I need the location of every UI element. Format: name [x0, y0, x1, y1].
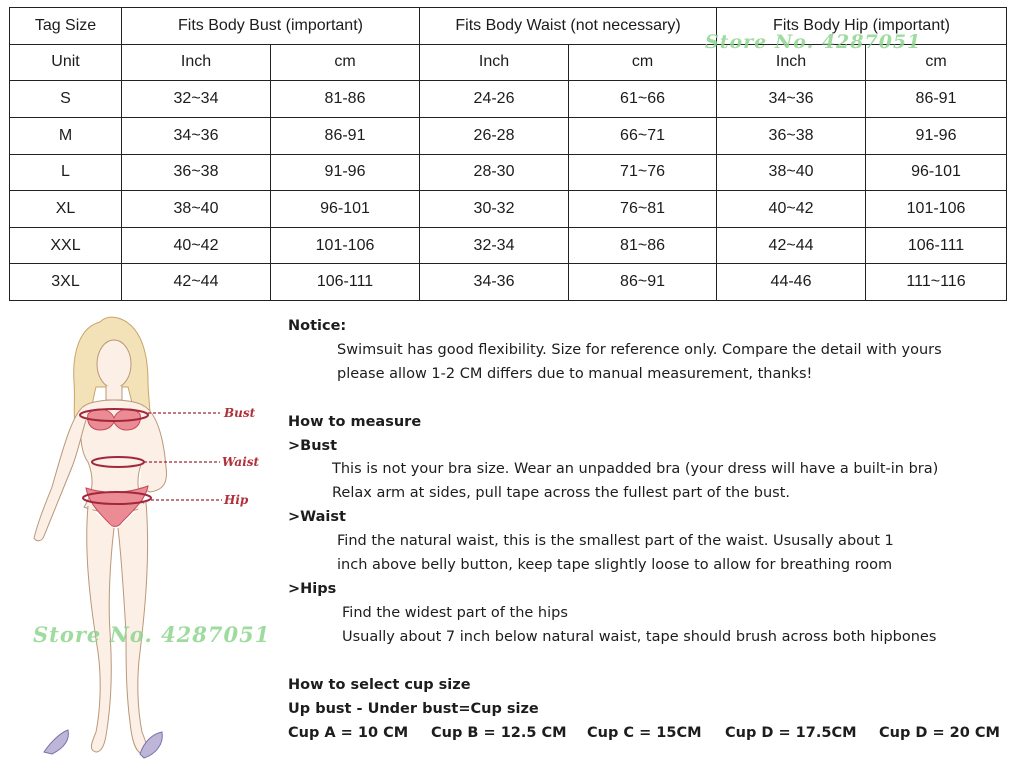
table-cell: 3XL [10, 264, 122, 301]
cup-size-c: Cup C = 15CM [587, 725, 702, 741]
table-cell: 81~86 [569, 227, 717, 264]
left-arm [34, 406, 86, 541]
hips-instruction: Find the widest part of the hips [342, 605, 568, 621]
table-cell: 86~91 [569, 264, 717, 301]
table-cell: 32~34 [122, 81, 271, 118]
table-cell: 38~40 [717, 154, 866, 191]
table-cell: 26-28 [420, 117, 569, 154]
table-cell: 36~38 [717, 117, 866, 154]
table-unit-row [10, 44, 1007, 81]
table-cell: 71~76 [569, 154, 717, 191]
table-row [10, 154, 1007, 191]
measure-title: How to measure [288, 414, 422, 430]
cup-formula: Up bust - Under bust=Cup size [288, 701, 539, 717]
table-cell: L [10, 154, 122, 191]
waist-instruction: Find the natural waist, this is the smallest part of the waist. Ususally about 1 [337, 533, 894, 549]
table-cell: 34~36 [717, 81, 866, 118]
waist-label: Waist [222, 455, 260, 469]
table-cell: S [10, 81, 122, 118]
store-watermark: Store No. 4287051 [33, 622, 271, 647]
cup-size-a: Cup A = 10 CM [288, 725, 409, 741]
table-cell: 86-91 [866, 81, 1007, 118]
woman-figure-drawing [0, 302, 290, 768]
table-row [10, 227, 1007, 264]
unit-cell: Inch [420, 44, 569, 81]
table-cell: 66~71 [569, 117, 717, 154]
table-cell: 81-86 [271, 81, 420, 118]
table-cell: 30-32 [420, 191, 569, 228]
table-row [10, 81, 1007, 118]
store-watermark: Store No. 4287051 [705, 31, 922, 53]
table-row [10, 264, 1007, 301]
hip-label: Hip [224, 493, 249, 507]
table-cell: 106-111 [271, 264, 420, 301]
table-cell: XL [10, 191, 122, 228]
table-cell: 101-106 [866, 191, 1007, 228]
table-cell: 42~44 [717, 227, 866, 264]
table-row [10, 191, 1007, 228]
notice-title: Notice: [288, 318, 347, 334]
size-chart-table [9, 7, 1007, 301]
table-cell: 96-101 [271, 191, 420, 228]
table-cell: 32-34 [420, 227, 569, 264]
body-measurement-illustration [0, 302, 290, 768]
cup-size-b: Cup B = 12.5 CM [431, 725, 567, 741]
header-hip: Fits Body Hip (important) [717, 8, 1007, 45]
right-leg [118, 502, 148, 754]
notice-text: please allow 1-2 CM differs due to manual measurement, thanks! [337, 366, 813, 382]
table-cell: 91-96 [866, 117, 1007, 154]
right-arm [140, 406, 166, 492]
table-cell: 91-96 [271, 154, 420, 191]
table-cell: 40~42 [122, 227, 271, 264]
table-header-row [10, 8, 1007, 45]
cup-size-d-large: Cup D = 20 CM [879, 725, 1000, 741]
table-cell: 106-111 [866, 227, 1007, 264]
table-cell: 44-46 [717, 264, 866, 301]
table-cell: 86-91 [271, 117, 420, 154]
unit-cell: cm [271, 44, 420, 81]
unit-cell: cm [866, 44, 1007, 81]
bust-instruction: Relax arm at sides, pull tape across the fullest part of the bust. [332, 485, 790, 501]
table-cell: 96-101 [866, 154, 1007, 191]
left-shoe [44, 730, 68, 754]
unit-cell: Unit [10, 44, 122, 81]
table-cell: 61~66 [569, 81, 717, 118]
table-cell: XXL [10, 227, 122, 264]
table-cell: 24-26 [420, 81, 569, 118]
unit-cell: Inch [122, 44, 271, 81]
bust-heading: >Bust [288, 438, 338, 454]
table-cell: 28-30 [420, 154, 569, 191]
table-cell: 34-36 [420, 264, 569, 301]
table-cell: M [10, 117, 122, 154]
table-cell: 42~44 [122, 264, 271, 301]
header-bust: Fits Body Bust (important) [122, 8, 420, 45]
table-cell: 40~42 [717, 191, 866, 228]
cup-title: How to select cup size [288, 677, 471, 693]
bust-label: Bust [224, 406, 256, 420]
table-cell: 36~38 [122, 154, 271, 191]
face [97, 340, 131, 388]
waist-instruction: inch above belly button, keep tape slightly loose to allow for breathing room [337, 557, 893, 573]
table-cell: 111~116 [866, 264, 1007, 301]
unit-cell: cm [569, 44, 717, 81]
waist-heading: >Waist [288, 509, 346, 525]
table-cell: 34~36 [122, 117, 271, 154]
hips-heading: >Hips [288, 581, 337, 597]
header-waist: Fits Body Waist (not necessary) [420, 8, 717, 45]
cup-size-d: Cup D = 17.5CM [725, 725, 857, 741]
unit-cell: Inch [717, 44, 866, 81]
bust-instruction: This is not your bra size. Wear an unpadded bra (your dress will have a built-in bra) [332, 461, 939, 477]
left-leg [87, 506, 114, 752]
table-cell: 101-106 [271, 227, 420, 264]
table-cell: 76~81 [569, 191, 717, 228]
table-cell: 38~40 [122, 191, 271, 228]
hips-instruction: Usually about 7 inch below natural waist, tape should brush across both hipbones [342, 629, 937, 645]
table-row [10, 117, 1007, 154]
header-tag-size: Tag Size [10, 8, 122, 45]
notice-text: Swimsuit has good flexibility. Size for reference only. Compare the detail with yours [337, 342, 942, 358]
